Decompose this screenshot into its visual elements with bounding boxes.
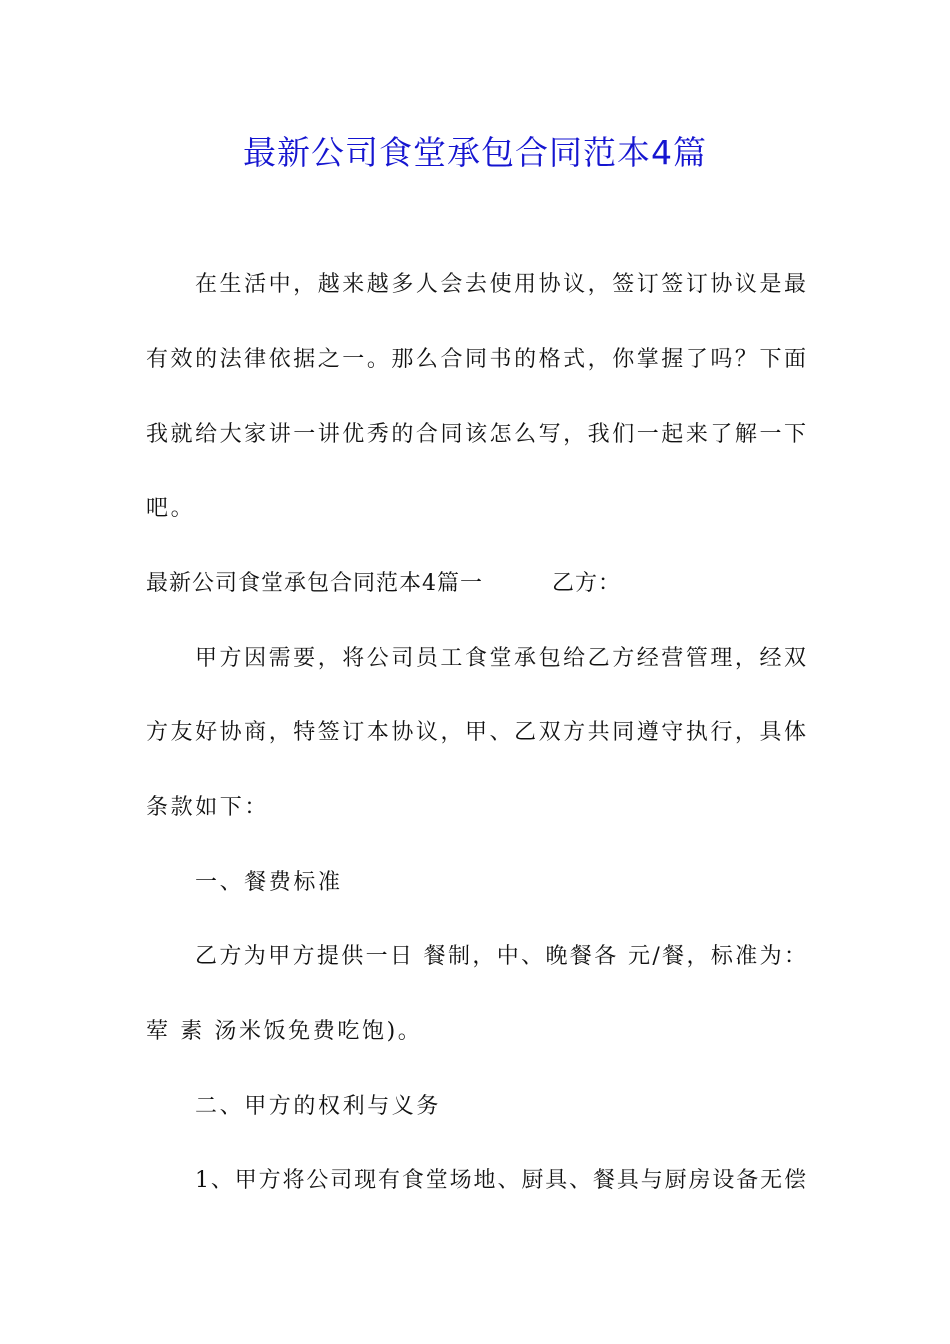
clause1-body-line-2: 荤 素 汤米饭免费吃饱)。 (146, 1019, 423, 1044)
intro-line-4: 吧。 (146, 496, 196, 521)
clause2-heading: 二、甲方的权利与义务 (195, 1094, 442, 1119)
para1-line-2: 方友好协商，特签订本协议，甲、乙双方共同遵守执行，具体 (146, 720, 806, 745)
intro-line-2: 有效的法律依据之一。那么合同书的格式，你掌握了吗？下面 (146, 347, 806, 372)
para1-line-1: 甲方因需要，将公司员工食堂承包给乙方经营管理，经双 (195, 646, 806, 671)
document-title: 最新公司食堂承包合同范本4篇 (243, 133, 707, 172)
para1-line-3: 条款如下： (146, 795, 270, 820)
intro-line-1: 在生活中，越来越多人会去使用协议，签订签订协议是最 (195, 272, 806, 297)
intro-line-3: 我就给大家讲一讲优秀的合同该怎么写，我们一起来了解一下 (146, 422, 806, 447)
clause2-item-1: 1、甲方将公司现有食堂场地、厨具、餐具与厨房设备无偿 (195, 1168, 806, 1193)
clause1-body-line-1: 乙方为甲方提供一日 餐制，中、晚餐各 元/餐，标准为： (195, 944, 806, 969)
clause1-heading: 一、餐费标准 (195, 870, 343, 895)
section-heading: 最新公司食堂承包合同范本4篇一 乙方： (146, 571, 621, 596)
